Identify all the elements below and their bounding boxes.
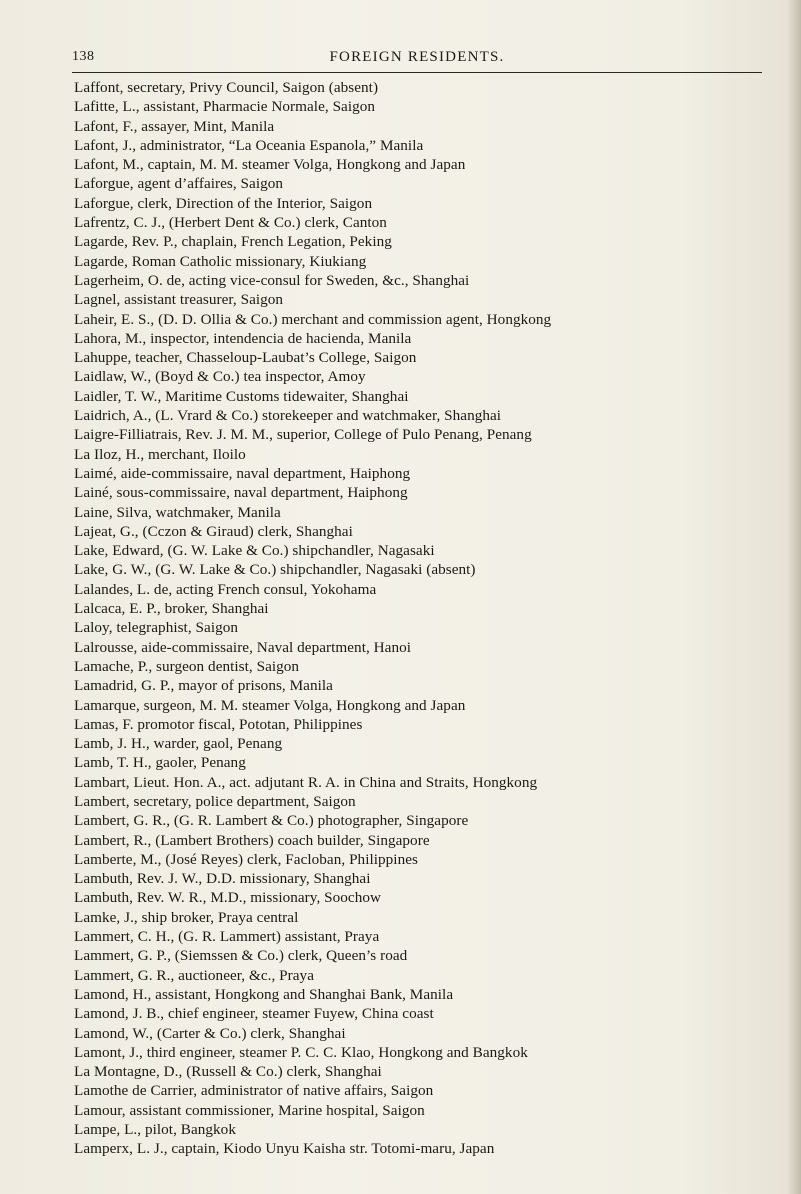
directory-entry: Laforgue, agent d’affaires, Saigon bbox=[74, 175, 284, 193]
directory-entry: Lamperx, L. J., captain, Kiodo Unyu Kaisha str. Totomi-maru, Japan bbox=[74, 1140, 495, 1158]
directory-entry: Laheir, E. S., (D. D. Ollia & Co.) merchant and commission agent, Hongkong bbox=[74, 310, 552, 328]
directory-entry: Laidlaw, W., (Boyd & Co.) tea inspector, Amoy bbox=[74, 368, 366, 386]
page-number: 138 bbox=[72, 49, 95, 64]
directory-entry: Lamberte, M., (José Reyes) clerk, Facloban, Philippines bbox=[74, 850, 418, 868]
directory-entry: Lamache, P., surgeon dentist, Saigon bbox=[74, 657, 300, 675]
directory-entry: Lahuppe, teacher, Chasseloup-Laubat’s College, Saigon bbox=[74, 349, 417, 367]
running-head: FOREIGN RESIDENTS. bbox=[329, 49, 505, 65]
directory-entry: Lambuth, Rev. W. R., M.D., missionary, Soochow bbox=[74, 889, 382, 907]
page-header bbox=[72, 49, 762, 71]
directory-entry: Lammert, C. H., (G. R. Lammert) assistant, Praya bbox=[74, 928, 380, 946]
directory-entry: Lamarque, surgeon, M. M. steamer Volga, Hongkong and Japan bbox=[74, 696, 466, 714]
directory-entry: Laloy, telegraphist, Saigon bbox=[74, 619, 239, 637]
directory-entry: Lainé, sous-commissaire, naval department, Haiphong bbox=[74, 484, 408, 502]
directory-entry: Laimé, aide-commissaire, naval department, Haiphong bbox=[74, 464, 411, 482]
directory-entry: Lamothe de Carrier, administrator of native affairs, Saigon bbox=[74, 1082, 434, 1100]
page-edge-shadow bbox=[787, 0, 801, 1194]
directory-entry: Lammert, G. R., auctioneer, &c., Praya bbox=[74, 966, 314, 984]
directory-entry: Lagarde, Roman Catholic missionary, Kiukiang bbox=[74, 252, 367, 270]
directory-entry: Lamas, F. promotor fiscal, Pototan, Philippines bbox=[74, 715, 363, 733]
directory-entry: Lamont, J., third engineer, steamer P. C. C. Klao, Hongkong and Bangkok bbox=[74, 1043, 528, 1061]
directory-entry: Laigre-Filliatrais, Rev. J. M. M., superior, College of Pulo Penang, Penang bbox=[74, 426, 532, 444]
directory-entry: Lalrousse, aide-commissaire, Naval department, Hanoi bbox=[74, 638, 412, 656]
directory-entry: Laine, Silva, watchmaker, Manila bbox=[74, 503, 281, 521]
directory-entries bbox=[74, 78, 786, 1159]
directory-entry: Lampe, L., pilot, Bangkok bbox=[74, 1121, 236, 1139]
directory-entry: Laidler, T. W., Maritime Customs tidewaiter, Shanghai bbox=[74, 387, 409, 405]
directory-entry: Lamond, H., assistant, Hongkong and Shanghai Bank, Manila bbox=[74, 985, 454, 1003]
directory-entry: Lagarde, Rev. P., chaplain, French Legation, Peking bbox=[74, 233, 392, 251]
directory-entry: Lammert, G. P., (Siemssen & Co.) clerk, Queen’s road bbox=[74, 947, 408, 965]
directory-entry: Lake, Edward, (G. W. Lake & Co.) shipchandler, Nagasaki bbox=[74, 542, 435, 560]
directory-entry: Lajeat, G., (Cczon & Giraud) clerk, Shanghai bbox=[74, 522, 353, 540]
directory-entry: Lamond, W., (Carter & Co.) clerk, Shanghai bbox=[74, 1024, 346, 1042]
directory-entry: Lagerheim, O. de, acting vice-consul for Sweden, &c., Shanghai bbox=[74, 271, 470, 289]
directory-entry: Laforgue, clerk, Direction of the Interior, Saigon bbox=[74, 194, 373, 212]
directory-entry: Lalandes, L. de, acting French consul, Yokohama bbox=[74, 580, 377, 598]
directory-entry: Lamadrid, G. P., mayor of prisons, Manila bbox=[74, 677, 333, 695]
directory-entry: Lafont, J., administrator, “La Oceania Espanola,” Manila bbox=[74, 136, 424, 154]
directory-entry: Lambert, G. R., (G. R. Lambert & Co.) photographer, Singapore bbox=[74, 812, 469, 830]
directory-entry: La Iloz, H., merchant, Iloilo bbox=[74, 445, 246, 463]
directory-entry: Laidrich, A., (L. Vrard & Co.) storekeeper and watchmaker, Shanghai bbox=[74, 407, 502, 425]
directory-entry: Lafrentz, C. J., (Herbert Dent & Co.) clerk, Canton bbox=[74, 214, 387, 232]
directory-entry: Lambuth, Rev. J. W., D.D. missionary, Shanghai bbox=[74, 870, 371, 888]
directory-entry: La Montagne, D., (Russell & Co.) clerk, Shanghai bbox=[74, 1063, 382, 1081]
directory-entry: Lake, G. W., (G. W. Lake & Co.) shipchandler, Nagasaki (absent) bbox=[74, 561, 476, 579]
directory-entry: Lahora, M., inspector, intendencia de hacienda, Manila bbox=[74, 329, 412, 347]
directory-entry: Lamb, J. H., warder, gaol, Penang bbox=[74, 735, 283, 753]
directory-entry: Lafont, M., captain, M. M. steamer Volga, Hongkong and Japan bbox=[74, 156, 466, 174]
directory-entry: Lambert, secretary, police department, Saigon bbox=[74, 792, 356, 810]
directory-entry: Lamb, T. H., gaoler, Penang bbox=[74, 754, 246, 772]
directory-entry: Lamke, J., ship broker, Praya central bbox=[74, 908, 299, 926]
directory-entry: Lamond, J. B., chief engineer, steamer Fuyew, China coast bbox=[74, 1005, 434, 1023]
directory-entry: Lalcaca, E. P., broker, Shanghai bbox=[74, 600, 269, 618]
directory-entry: Lagnel, assistant treasurer, Saigon bbox=[74, 291, 284, 309]
directory-entry: Laffont, secretary, Privy Council, Saigon (absent) bbox=[74, 79, 379, 96]
directory-entry: Lambart, Lieut. Hon. A., act. adjutant R. A. in China and Straits, Hongkong bbox=[74, 773, 538, 791]
header-rule bbox=[72, 72, 762, 73]
directory-entry: Lafitte, L., assistant, Pharmacie Normale, Saigon bbox=[74, 98, 376, 116]
directory-entry: Lambert, R., (Lambert Brothers) coach builder, Singapore bbox=[74, 831, 430, 849]
directory-entry: Lafont, F., assayer, Mint, Manila bbox=[74, 117, 275, 135]
directory-entry: Lamour, assistant commissioner, Marine hospital, Saigon bbox=[74, 1101, 425, 1119]
